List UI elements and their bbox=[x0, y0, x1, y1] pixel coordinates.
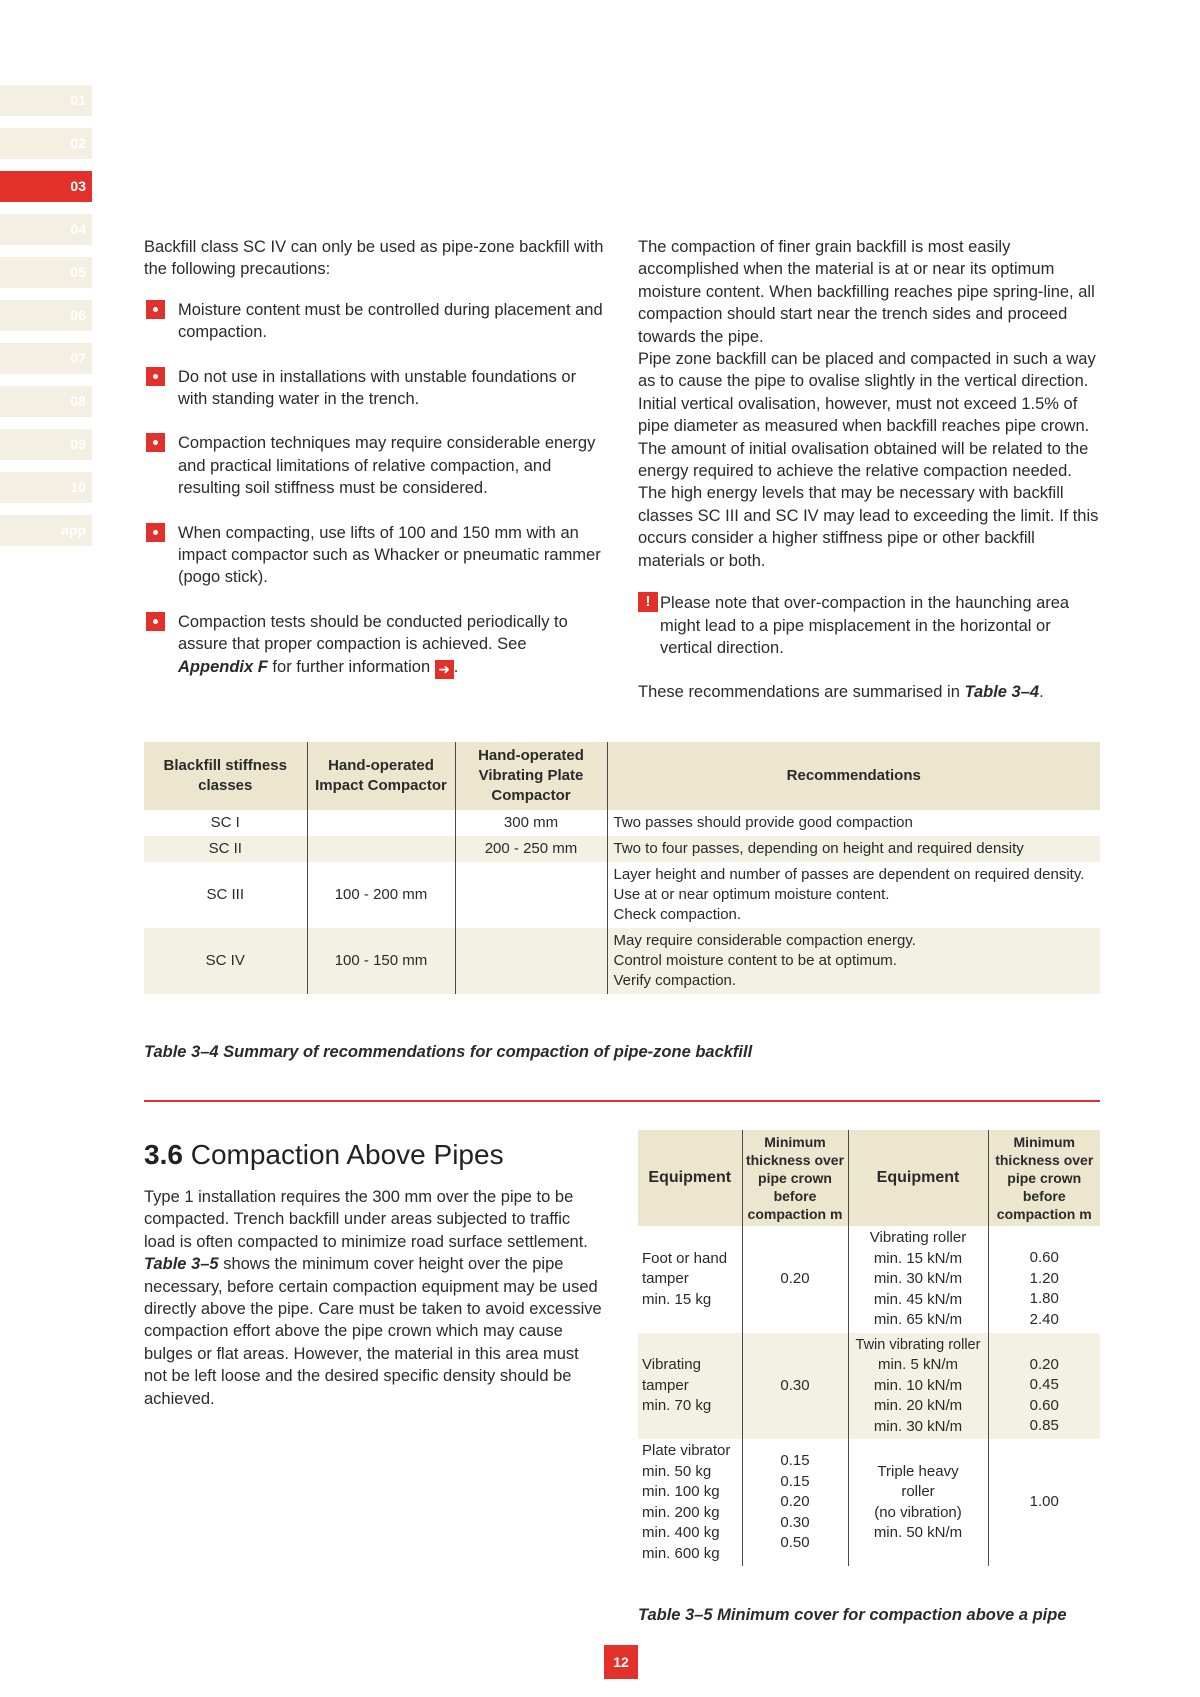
bullet-icon bbox=[146, 523, 165, 542]
right-column bbox=[638, 236, 1100, 704]
table-row: Vibrating tamper min. 70 kg 0.30 Twin vibrating roller min. 5 kN/m min. 10 kN/m min. 20 kN/m min. 30 kN/m 0.20 0.45 0.60 0.85 bbox=[638, 1333, 1100, 1440]
chapter-tab-04[interactable]: 04 bbox=[0, 214, 92, 245]
table-row: SC IV 100 - 150 mm May require considerable compaction energy. Control moisture content to be at optimum. Verify compaction. bbox=[144, 928, 1100, 994]
table-row: Plate vibrator min. 50 kg min. 100 kg min. 200 kg min. 400 kg min. 600 kg 0.15 0.15 0.20 0.30 0.50 Triple heavy roller (no vibration) min. 50 kN/m 1.00 bbox=[638, 1439, 1100, 1566]
table-3-5-link[interactable]: Table 3–5 bbox=[144, 1255, 219, 1274]
chapter-tab-07[interactable]: 07 bbox=[0, 343, 92, 374]
table-3-5 bbox=[638, 1130, 1100, 1566]
left-column bbox=[144, 236, 606, 701]
warning-icon: ! bbox=[638, 592, 658, 612]
chapter-tab-10[interactable]: 10 bbox=[0, 472, 92, 503]
column-header: Equipment bbox=[638, 1130, 742, 1226]
column-header: Recommendations bbox=[607, 742, 1100, 810]
precaution-list bbox=[144, 299, 606, 679]
section-heading: 3.6 Compaction Above Pipes bbox=[144, 1139, 504, 1170]
chapter-tabs bbox=[0, 85, 92, 558]
summary-line: These recommendations are summarised in Table 3–4. bbox=[638, 683, 1044, 702]
column-header: Hand-operated Impact Compactor bbox=[307, 742, 455, 810]
section-paragraph: Type 1 installation requires the 300 mm over the pipe to be compacted. Trench backfill under areas subjected to traffic load is often compacted to minimize road surface settlement. Table 3–5 shows the minimum cover height over the pipe necessary, before certain compaction equipment may be used directly above the pipe. Care must be taken to avoid excessive compaction effort above the pipe crown which may cause bulges or flat areas. However, the material in this area must not be left loose and the desired specific density should be achieved. bbox=[144, 1188, 602, 1408]
list-item: Do not use in installations with unstable foundations or with standing water in the trench. bbox=[144, 366, 606, 411]
list-item: When compacting, use lifts of 100 and 150 mm with an impact compactor such as Whacker or pneumatic rammer (pogo stick). bbox=[144, 522, 606, 589]
table-3-4 bbox=[144, 742, 1100, 994]
table-3-4-link[interactable]: Table 3–4 bbox=[964, 683, 1040, 702]
list-item: Compaction tests should be conducted periodically to assure that proper compaction is achieved. See Appendix F for further information ➜ . bbox=[144, 611, 606, 679]
bullet-icon bbox=[146, 433, 165, 452]
table-header-row bbox=[638, 1130, 1100, 1226]
bullet-icon bbox=[146, 612, 165, 631]
bullet-icon bbox=[146, 300, 165, 319]
column-header: Hand-operated Vibrating Plate Compactor bbox=[455, 742, 607, 810]
right-paragraph-1: The compaction of finer grain backfill is most easily accomplished when the material is at or near its optimum moisture content. When backfilling reaches pipe spring-line, all compaction should start near the trench sides and proceed towards the pipe. bbox=[638, 238, 1095, 346]
table-row: SC III 100 - 200 mm Layer height and number of passes are dependent on required density. Use at or near optimum moisture content. Check compaction. bbox=[144, 862, 1100, 928]
table-row: SC I 300 mm Two passes should provide good compaction bbox=[144, 810, 1100, 836]
table-row: Foot or hand tamper min. 15 kg 0.20 Vibrating roller min. 15 kN/m min. 30 kN/m min. 45 kN/m min. 65 kN/m 0.60 1.20 1.80 2.40 bbox=[638, 1226, 1100, 1333]
arrow-right-icon[interactable]: ➜ bbox=[435, 660, 454, 679]
list-item: Compaction techniques may require considerable energy and practical limitations of relative compaction, and resulting soil stiffness must be considered. bbox=[144, 432, 606, 499]
chapter-tab-09[interactable]: 09 bbox=[0, 429, 92, 460]
left-intro: Backfill class SC IV can only be used as pipe-zone backfill with the following precautions: bbox=[144, 238, 604, 279]
chapter-tab-06[interactable]: 06 bbox=[0, 300, 92, 331]
chapter-tab-05[interactable]: 05 bbox=[0, 257, 92, 288]
table-3-5-caption: Table 3–5 Minimum cover for compaction above a pipe bbox=[638, 1606, 1067, 1624]
column-header: Minimum thickness over pipe crown before compaction m bbox=[742, 1130, 848, 1226]
chapter-tab-03[interactable]: 03 bbox=[0, 171, 92, 202]
chapter-tab-app[interactable]: app bbox=[0, 515, 92, 546]
section-3-6 bbox=[144, 1138, 604, 1410]
page-number: 12 bbox=[604, 1645, 638, 1679]
appendix-link[interactable]: Appendix F bbox=[178, 657, 268, 676]
bullet-icon bbox=[146, 367, 165, 386]
table-header-row bbox=[144, 742, 1100, 810]
chapter-tab-08[interactable]: 08 bbox=[0, 386, 92, 417]
chapter-tab-01[interactable]: 01 bbox=[0, 85, 92, 116]
chapter-tab-02[interactable]: 02 bbox=[0, 128, 92, 159]
column-header: Equipment bbox=[848, 1130, 988, 1226]
column-header: Blackfill stiffness classes bbox=[144, 742, 307, 810]
table-row: SC II 200 - 250 mm Two to four passes, depending on height and required density bbox=[144, 836, 1100, 862]
warning-note: ! Please note that over-compaction in the haunching area might lead to a pipe misplacement in the horizontal or vertical direction. bbox=[638, 592, 1100, 659]
table-3-4-caption: Table 3–4 Summary of recommendations for compaction of pipe-zone backfill bbox=[144, 1043, 753, 1061]
right-paragraph-2: Pipe zone backfill can be placed and compacted in such a way as to cause the pipe to ovalise slightly in the vertical direction. Initial vertical ovalisation, however, must not exceed 1.5% of pipe diameter as measured when backfill reaches pipe crown. The amount of initial ovalisation obtained will be related to the energy required to achieve the relative compaction needed. The high energy levels that may be necessary with backfill classes SC III and SC IV may lead to exceeding the limit. If this occurs consider a higher stiffness pipe or other backfill materials or both. bbox=[638, 350, 1099, 570]
section-divider bbox=[144, 1100, 1100, 1102]
column-header: Minimum thickness over pipe crown before compaction m bbox=[988, 1130, 1100, 1226]
list-item: Moisture content must be controlled during placement and compaction. bbox=[144, 299, 606, 344]
